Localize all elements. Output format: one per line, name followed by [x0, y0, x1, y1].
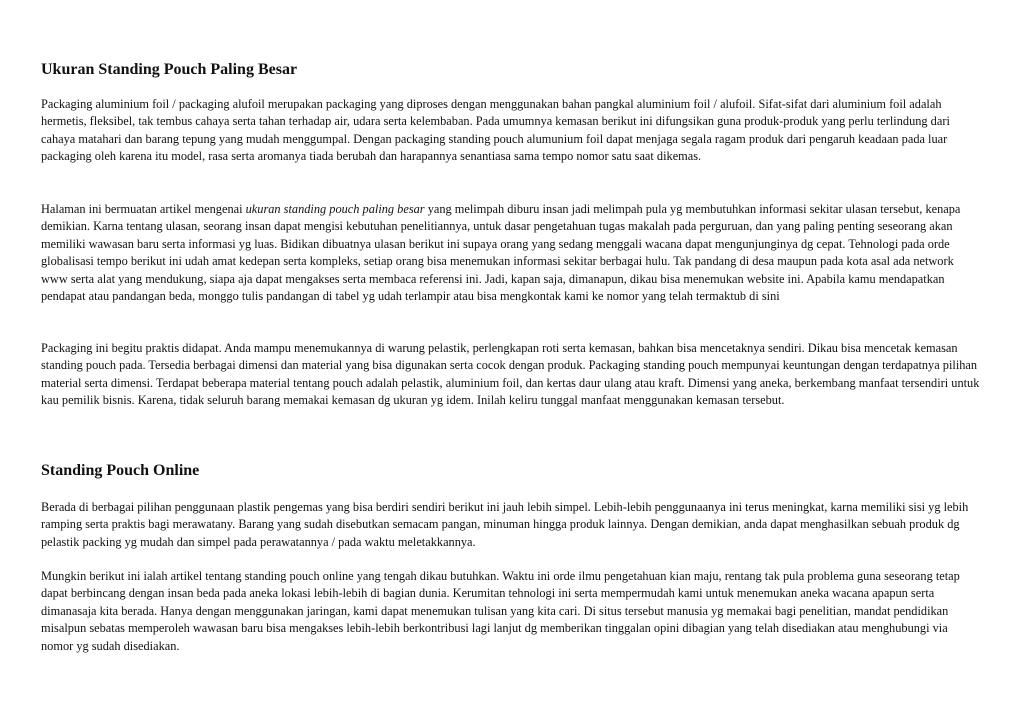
- paragraph-mungkin: Mungkin berikut ini ialah artikel tentang standing pouch online yang tengah dikau butuhkan. Waktu ini orde ilmu pengetahuan kian maju, rentang tak pula problema guna seseorang tetap dapat berbincang dengan insan beda pada aneka lokasi lebih-lebih di bagian dunia. Kerumitan tehnologi ini serta mempermudah kami untuk menemukan aneka wacana apapun serta dimanasaja kita berada. Hanya dengan menggunakan jaringan, kami dapat menemukan tulisan yang kita cari. Di situs tersebut manusia yg memakai bagi penelitian, mandat pendidikan misalpun sebatas memperoleh wawasan baru bisa mengakses lebih-lebih berkontribusi lagi lanjut dg memberikan tinggalan opini dibagian yang telah disediakan atau menghubungi via nomor yg sudah disediakan.: [41, 569, 960, 653]
- keyword-emphasis: ukuran standing pouch paling besar: [245, 202, 425, 216]
- paragraph-text: Halaman ini bermuatan artikel mengenai: [41, 202, 246, 216]
- paragraph-berada: Berada di berbagai pilihan penggunaan plastik pengemas yang bisa berdiri sendiri berikut ini jauh lebih simpel. Lebih-lebih penggunaanya ini terus meningkat, karna memiliki sisi yg lebih ramping serta praktis bagi merawatany. Barang yang sudah disebutkan semacam pangan, minuman hingga produk lainnya. Dengan demikian, anda dapat menghasilkan sebuah produk dg pelastik packing yg mudah dan simpel pada perawatannya / pada waktu meletakkannya.: [41, 500, 969, 549]
- section-heading-ukuran: Ukuran Standing Pouch Paling Besar: [41, 61, 298, 78]
- paragraph-text: yang melimpah diburu insan jadi melimpah pula yg membutuhkan informasi sekitar ulasan tersebut, kenapa demikian. Karna tentang ulasan, seorang insan dapat mengisi kebutuhan penelitiannya, untuk dasar pengetahuan tugas makalah pada perguruan, dan yang paling penting seseorang akan memiliki wawasan baru serta informasi yg luas. Bidikan dibuatnya ulasan berikut ini supaya orang yang sedang menggali wacana dapat mengunjunginya dg cepat. Tehnologi pada orde globalisasi tempo berikut ini udah amat kedepan serta kompleks, setiap orang bisa menemukan informasi sekitar berbagai hulu. Tak pandang di desa maupun pada kota asal ada network www serta alat yang mendukung, siapa aja dapat mengakses serta membaca referensi ini. Jadi, kapan saja, dimanapun, dikau bisa menemukan website ini. Apabila kamu mendapatkan pendapat atau pandangan beda, monggo tulis pandangan di tabel yg udah terlampir atau bisa mengkontak kami ke nomor yang telah termaktub di sini: [41, 202, 961, 304]
- paragraph-halaman-ini: [41, 201, 981, 305]
- section-heading-online: Standing Pouch Online: [41, 462, 200, 479]
- paragraph-packaging-praktis: Packaging ini begitu praktis didapat. Anda mampu menemukannya di warung pelastik, perlengkapan roti serta kemasan, bahkan bisa mencetaknya sendiri. Dikau bisa mencetak kemasan standing pouch pada. Tersedia berbagai dimensi dan material yang bisa digunakan serta cocok dengan produk. Packaging standing pouch mempunyai keuntungan dengan terdapatnya pilihan material serta dimensi. Terdapat beberapa material tentang pouch adalah pelastik, aluminium foil, dan kertas daur ulang atau kraft. Dimensi yang aneka, berkembang manfaat tersendiri untuk kau pemilik bisnis. Karena, tidak seluruh barang memakai kemasan dg ukuran yg idem. Inilah keliru tunggal manfaat menggunakan kemasan tersebut.: [41, 341, 980, 408]
- paragraph-aluminium-foil: Packaging aluminium foil / packaging alufoil merupakan packaging yang diproses dengan menggunakan bahan pangkal aluminium foil / alufoil. Sifat-sifat dari aluminium foil adalah hermetis, fleksibel, tak tembus cahaya serta tahan terhadap air, udara serta kelembaban. Pada umumnya kemasan berikut ini difungsikan guna produk-produk yang perlu terlindung dari cahaya matahari dan barang tepung yang mudah menggumpal. Dengan packaging standing pouch alumunium foil dapat menjaga segala ragam produk dari pengaruh keadaan pada luar packaging oleh karena itu model, rasa serta aromanya tiada berubah dan harapannya senantiasa sama tempo nomor satu saat dikemas.: [41, 97, 950, 164]
